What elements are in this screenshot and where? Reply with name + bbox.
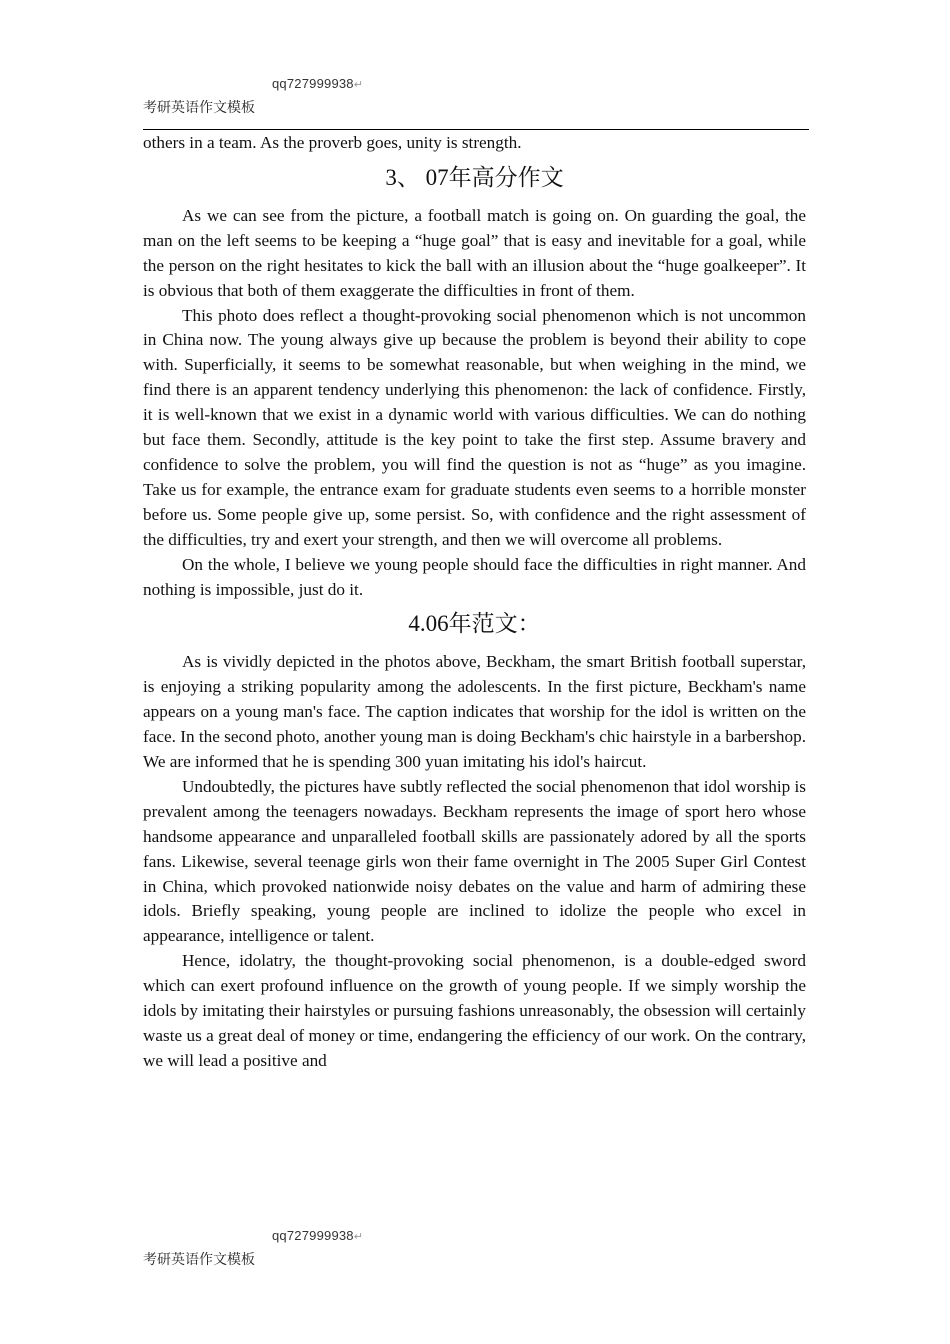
- return-mark-icon: ↵: [353, 1231, 364, 1243]
- paragraph: As we can see from the picture, a football match is going on. On guarding the goal, the man on the left seems to be keeping a “huge goal” that is easy and inevitable for a goal, while the person on the right hesitates to kick the ball with an illusion about the “huge goalkeeper”. It is obvious that both of them exaggerate the difficulties in front of them.: [143, 205, 806, 300]
- paragraph: On the whole, I believe we young people should face the difficulties in right manner. And nothing is impossible, just do it.: [143, 554, 806, 599]
- header-rule: [143, 129, 809, 130]
- section-heading-3: 3、 07年高分作文: [385, 164, 564, 190]
- header-qq-text: qq727999938↵: [272, 76, 364, 91]
- footer-qq-text: qq727999938↵: [272, 1228, 364, 1243]
- document-body: [143, 131, 806, 1074]
- paragraph: Undoubtedly, the pictures have subtly reflected the social phenomenon that idol worship is prevalent among the teenagers nowadays. Beckham represents the image of sport hero whose handsome appearance and unparalleled football skills are passionately adored by all the sports fans. Likewise, several teenage girls won their fame overnight in The 2005 Super Girl Contest in China, which provoked nationwide noisy debates on the value and harm of admiring these idols. Briefly speaking, young people are inclined to idolize the people who excel in appearance, intelligence or talent.: [143, 776, 806, 946]
- header-title: 考研英语作文模板: [143, 100, 255, 116]
- paragraph: Hence, idolatry, the thought-provoking social phenomenon, is a double-edged sword which can exert profound influence on the growth of young people. If we simply worship the idols by imitating their hairstyles or pursuing fashions unreasonably, the obsession will certainly waste us a great deal of money or time, endangering the efficiency of our work. On the contrary, we will lead a positive and: [143, 951, 806, 1070]
- paragraph: This photo does reflect a thought-provoking social phenomenon which is not uncommon in China now. The young always give up because the problem is beyond their ability to cope with. Superficially, it seems to be somewhat reasonable, but when weighing in the mind, we find there is an apparent tendency underlying this phenomenon: the lack of confidence. Firstly, it is well-known that we exist in a dynamic world with various difficulties. We can do nothing but face them. Secondly, attitude is the key point to take the first step. Assume bravery and confidence to solve the problem, you will find the question is not as “huge” as you imagine. Take us for example, the entrance exam for graduate students even seems to a horrible monster before us. Some people give up, some persist. So, with confidence and the right assessment of the difficulties, try and exert your strength, and then we will overcome all problems.: [143, 305, 806, 549]
- lead-paragraph: others in a team. As the proverb goes, unity is strength.: [143, 133, 522, 152]
- return-mark-icon: ↵: [353, 79, 364, 91]
- paragraph: As is vividly depicted in the photos above, Beckham, the smart British football superstar, is enjoying a striking popularity among the adolescents. In the first picture, Beckham's name appears on a young man's face. The caption indicates that worship for the idol is written on the face. In the second photo, another young man is doing Beckham's chic hairstyle in a barbershop. We are informed that he is spending 300 yuan imitating his idol's haircut.: [143, 652, 806, 772]
- section-heading-4: 4.06年范文：: [408, 611, 541, 637]
- footer-title: 考研英语作文模板: [143, 1252, 255, 1268]
